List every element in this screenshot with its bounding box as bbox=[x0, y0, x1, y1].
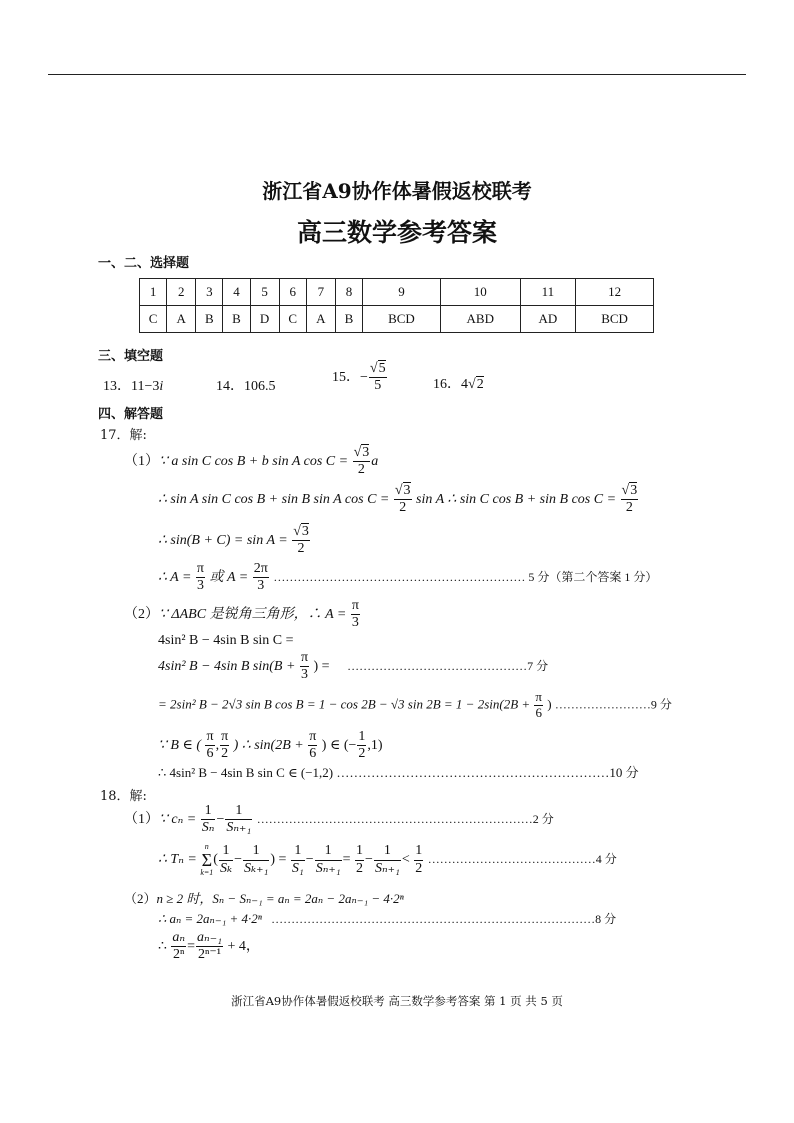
table-row-numbers bbox=[140, 279, 654, 306]
q13-value: 11−3 bbox=[131, 379, 160, 394]
page-footer: 浙江省A9协作体暑假返校联考 高三数学参考答案 第 1 页 共 5 页 bbox=[231, 994, 563, 1008]
header-rule bbox=[48, 74, 746, 75]
q18-p1-score-2: ……………………………………………………………2 分 bbox=[256, 811, 554, 826]
answer-cell: D bbox=[250, 306, 279, 333]
section-solve-heading: 四、解答题 bbox=[98, 407, 164, 422]
q18-label: 18．解: bbox=[100, 789, 147, 804]
question-number-cell: 9 bbox=[363, 279, 441, 306]
answer-cell: B bbox=[196, 306, 223, 333]
q17-p2-line2: 4sin² B − 4sin B sin C = bbox=[158, 633, 294, 648]
q13-imag-unit: i bbox=[159, 379, 164, 394]
q18-p2-line3: ∴ $\frac{\text{aₙ}}{\text{2ⁿ}}$ = $\frac{\text{aₙ₋₁}}{\text{2ⁿ⁻¹}}$ + 4， bbox=[158, 930, 260, 963]
q14-label: 14． bbox=[216, 379, 244, 394]
question-number-cell: 5 bbox=[250, 279, 279, 306]
q18-p2-line2: ∴ aₙ = 2aₙ₋₁ + 4·2ⁿ ………………………………………………………………………8 分 bbox=[158, 911, 617, 926]
question-number-cell: 6 bbox=[279, 279, 306, 306]
fill-answer-14 bbox=[216, 375, 276, 395]
q15-fraction: $\frac{√5}{5}$ bbox=[369, 361, 386, 394]
q17-p2-line5: ∵ B ∈ ( $\frac{\pi}{6}$ , $\frac{\pi}{2}$ ) ∴ sin(2B + $\frac{\pi}{6}$ ) ∈ (− $\frac{1}{2}$ ,1) bbox=[158, 729, 383, 762]
q16-radicand: 2 bbox=[476, 377, 484, 392]
fill-answer-13 bbox=[103, 375, 163, 395]
question-number-cell: 8 bbox=[335, 279, 362, 306]
answer-cell: BCD bbox=[363, 306, 441, 333]
q17-p2-line3: 4sin² B − 4sin B sin(B + $\frac{\pi}{3}$ ) = ………………………………………7 分 bbox=[158, 650, 549, 683]
q17-p1-line4: ∴ A = $\frac{\pi}{3}$ 或 A = $\frac{2\pi}{3}$ ……………………………………………………… 5 分（第二个答案 1 分） bbox=[158, 561, 658, 594]
question-number-cell: 2 bbox=[167, 279, 196, 306]
table-row-answers bbox=[140, 306, 654, 333]
fill-answer-15 bbox=[332, 361, 388, 394]
q14-value: 106.5 bbox=[244, 379, 276, 394]
q17-p2-line1: （2）∵ ΔABC 是锐角三角形，∴ A = $\frac{\pi}{3}$ bbox=[124, 598, 359, 631]
answer-cell: A bbox=[306, 306, 335, 333]
fill-answer-16: 16．4√2 bbox=[433, 377, 484, 392]
answer-cell: A bbox=[167, 306, 196, 333]
q17-p2-score-9: ……………………9 分 bbox=[554, 697, 672, 712]
question-number-cell: 11 bbox=[520, 279, 575, 306]
q17-p1-line3: ∴ sin(B + C) = sin A = $\frac{√3}{2}$ bbox=[158, 524, 309, 557]
question-number-cell: 7 bbox=[306, 279, 335, 306]
section-fill-heading: 三、填空题 bbox=[98, 349, 164, 364]
q15-sign: − bbox=[360, 369, 368, 385]
q17-p2-score-7: ………………………………………7 分 bbox=[347, 658, 549, 673]
answer-key-title: 高三数学参考答案 bbox=[296, 218, 497, 247]
answer-cell: BCD bbox=[576, 306, 654, 333]
exam-title: 浙江省A9协作体暑假返校联考 bbox=[262, 179, 532, 203]
q17-p2-line4: = 2sin² B − 2√3 sin B cos B = 1 − cos 2B − √3 sin 2B = 1 − 2sin(2B + $\frac{\pi}{6}$ ) ……………………9 分 bbox=[158, 689, 672, 720]
answer-cell: B bbox=[335, 306, 362, 333]
q15-label: 15． bbox=[332, 369, 360, 385]
q18-p1-score-4: ……………………………………4 分 bbox=[427, 852, 617, 867]
q16-label: 16． bbox=[433, 377, 461, 392]
question-number-cell: 1 bbox=[140, 279, 167, 306]
answer-cell: ABD bbox=[440, 306, 520, 333]
answer-cell: B bbox=[223, 306, 250, 333]
q17-p2-line6: ∴ 4sin² B − 4sin B sin C ∈ (−1,2) ………………………………………………………10 分 bbox=[158, 765, 639, 780]
q18-p1-line1: （1）∵ cₙ = $\frac{1}{\text{Sₙ}}$ − $\frac{1}{\text{Sₙ₊₁}}$ ……………………………………………………………2 分 bbox=[124, 803, 554, 836]
answer-cell: AD bbox=[520, 306, 575, 333]
q17-label: 17．解: bbox=[100, 428, 147, 443]
q13-label: 13． bbox=[103, 379, 131, 394]
question-number-cell: 4 bbox=[223, 279, 250, 306]
question-number-cell: 10 bbox=[440, 279, 520, 306]
q17-p1-line1: （1）∵ a sin C cos B + b sin A cos C = $\frac{√3}{2}$ a bbox=[124, 445, 379, 478]
q16-coef: 4 bbox=[461, 377, 468, 392]
q18-p2-line1: （2）n ≥ 2 时，Sₙ − Sₙ₋₁ = aₙ = 2aₙ − 2aₙ₋₁ − 4·2ⁿ bbox=[124, 891, 404, 906]
q18-p2-score-8: ………………………………………………………………………8 分 bbox=[271, 912, 617, 926]
answer-cell: C bbox=[279, 306, 306, 333]
section-choice-heading: 一、二、选择题 bbox=[98, 256, 190, 271]
q18-p1-line2: ∴ Tₙ = n Σ k=1 ( $\frac{1}{\text{Sₖ}}$ − $\frac{1}{\text{Sₖ₊₁}}$ ) = $\frac{1}{\text{S₁}}$ − $\frac{1}{\text{Sₙ₊₁}}$ = $\frac{1}{2}$ − $\frac{1}{\text{Sₙ₊₁}}$ < $\frac{1}{2}$ ……………………………………4 分 bbox=[158, 842, 617, 877]
question-number-cell: 12 bbox=[576, 279, 654, 306]
answer-cell: C bbox=[140, 306, 167, 333]
q17-p1-score: ……………………………………………………… 5 分（第二个答案 1 分） bbox=[273, 569, 658, 584]
q17-p1-line2: ∴ sin A sin C cos B + sin B sin A cos C = $\frac{√3}{2}$ sin A ∴ sin C cos B + sin B cos C = $\frac{√3}{2}$ bbox=[158, 483, 638, 516]
question-number-cell: 3 bbox=[196, 279, 223, 306]
answer-table bbox=[139, 278, 654, 333]
